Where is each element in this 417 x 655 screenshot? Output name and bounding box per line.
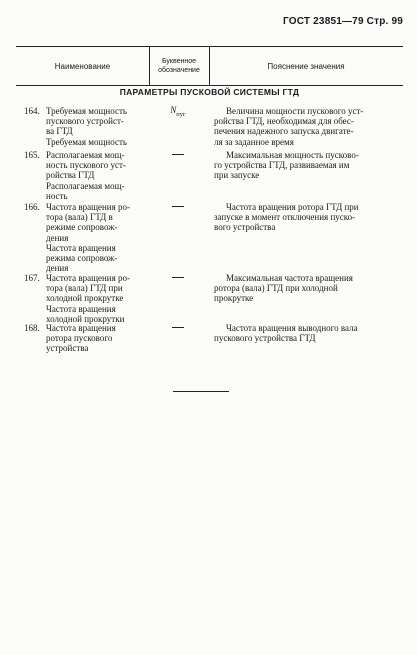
explanation: [214, 202, 402, 233]
term-line: Располагаемая мощ-: [46, 150, 125, 160]
term-line: Частота вращения: [46, 303, 116, 314]
explanation-line: Частота вращения выводного вала: [226, 323, 358, 333]
explanation: [214, 273, 402, 304]
term-line: устройства: [46, 343, 89, 354]
term-line: Частота вращения ро-: [46, 273, 131, 283]
column-header-letter-line1: Буквенное: [161, 58, 197, 65]
term-line: Частота вращения: [46, 242, 116, 253]
explanation-line: Максимальная мощность пусково-: [226, 150, 359, 160]
term: [46, 106, 156, 147]
term: [46, 202, 156, 273]
explanation-line: ля за заданное время: [214, 136, 294, 147]
term-line: Располагаемая мощ-: [46, 180, 125, 191]
term-line: дения: [46, 263, 69, 274]
section-title: ПАРАМЕТРЫ ПУСКОВОЙ СИСТЕМЫ ГТД: [119, 87, 300, 97]
explanation-line: печения надежного запуска двигате-: [214, 126, 354, 137]
explanation-line: прокрутке: [214, 293, 254, 304]
explanation-line: го устройства ГТД, развиваемая им: [214, 160, 350, 171]
row-number: 166.: [24, 202, 40, 212]
row-number: 164.: [24, 106, 40, 116]
term-line: Частота вращения ро-: [46, 202, 131, 212]
row-number: 167.: [24, 273, 40, 283]
term: [46, 150, 156, 201]
term-line: режима сопровож-: [46, 253, 118, 264]
term: [46, 323, 156, 354]
term-line: Требуемая мощность: [46, 136, 127, 147]
term-line: пускового устройст-: [46, 116, 124, 127]
column-header-explanation: Пояснение значения: [267, 61, 345, 71]
explanation-line: Максимальная частота вращения: [226, 273, 353, 283]
term-line: тора (вала) ГТД при: [46, 283, 123, 294]
explanation-line: пускового устройства ГТД: [214, 333, 316, 344]
term-line: ротора пускового: [46, 333, 113, 344]
explanation-line: при запуске: [214, 170, 260, 181]
explanation-line: ройства ГТД, необходимая для обес-: [214, 116, 354, 127]
explanation-line: Величина мощности пускового уст-: [226, 106, 364, 116]
term: [46, 273, 156, 324]
explanation-line: ротора (вала) ГТД при холодной: [214, 283, 338, 294]
term-line: Частота вращения: [46, 323, 116, 333]
letter-symbol-subscript: пуг: [176, 110, 186, 118]
explanation-line: Частота вращения ротора ГТД при: [226, 202, 359, 212]
explanation: [214, 106, 402, 147]
term-line: тора (вала) ГТД в: [46, 212, 113, 223]
term-line: ность пускового уст-: [46, 160, 126, 171]
explanation: [214, 323, 402, 343]
row-number: 168.: [24, 323, 40, 333]
explanation: [214, 150, 402, 181]
term-line: ройства ГТД: [46, 170, 95, 181]
letter-symbol-main: N: [170, 105, 177, 115]
explanation-line: вого устройства: [214, 222, 276, 233]
term-line: ность: [46, 190, 68, 201]
column-header-letter-line2: обозначение: [158, 67, 200, 74]
no-symbol-dash: [172, 206, 184, 207]
no-symbol-dash: [172, 327, 184, 328]
term-line: режиме сопровож-: [46, 222, 118, 233]
term-line: холодной прокрутке: [46, 293, 124, 304]
column-header-letter: [149, 47, 209, 85]
row-number: 165.: [24, 150, 40, 160]
table-header: [16, 46, 403, 86]
no-symbol-dash: [172, 154, 184, 155]
term-line: Требуемая мощность: [46, 106, 127, 116]
end-rule: [173, 391, 229, 392]
page-header: ГОСТ 23851—79 Стр. 99: [283, 16, 403, 27]
term-line: холодной прокрутки: [46, 313, 125, 324]
explanation-line: запуске в момент отключения пуско-: [214, 212, 356, 223]
no-symbol-dash: [172, 277, 184, 278]
term-line: дения: [46, 232, 69, 243]
term-line: ва ГТД: [46, 126, 73, 137]
letter-symbol: [158, 105, 198, 120]
column-header-name: Наименование: [54, 61, 111, 71]
